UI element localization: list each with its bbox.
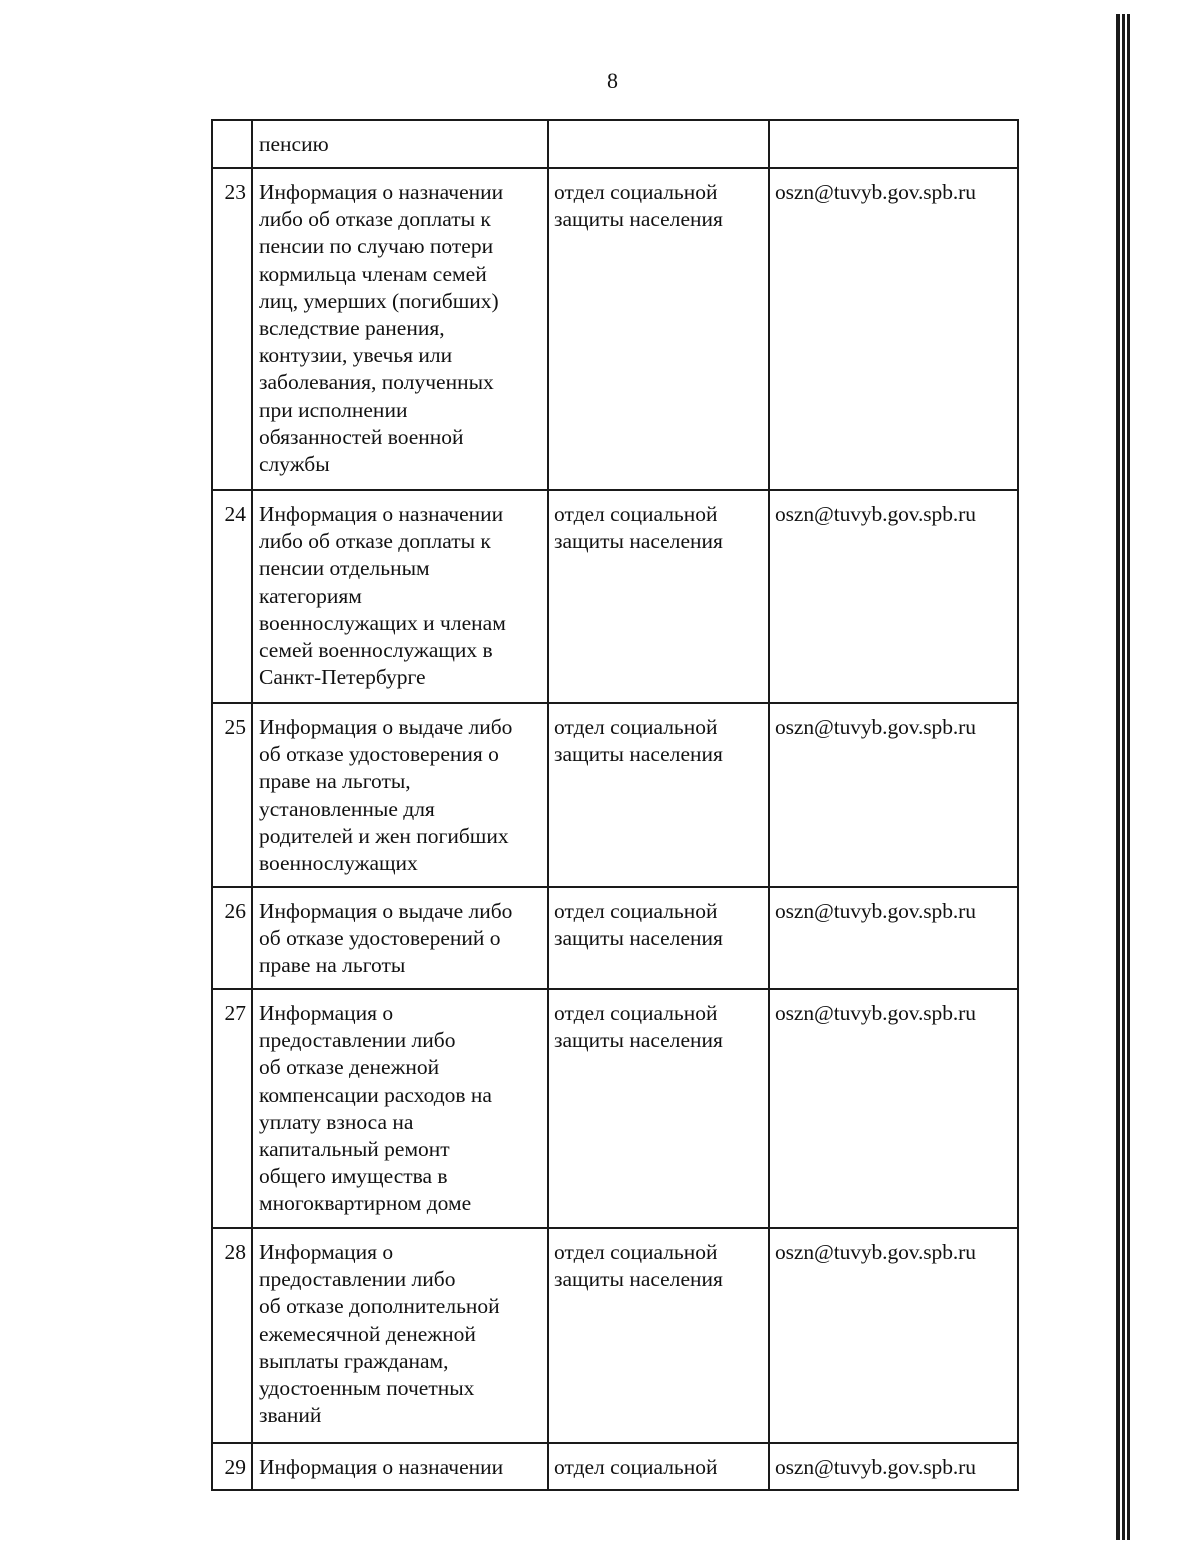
table-row [212, 1228, 1018, 1443]
description-line: военнослужащих и членам [259, 610, 506, 635]
scan-edge-bar [1122, 14, 1125, 1540]
service-description [252, 1443, 548, 1490]
description-line: Информация о выдаче либо [259, 715, 513, 739]
contact-email: oszn@tuvyb.gov.spb.ru [769, 703, 1018, 887]
description-line: Санкт-Петербурге [259, 665, 426, 690]
service-description [252, 1228, 548, 1443]
description-line: общего имущества в [259, 1164, 448, 1189]
description-line: либо об отказе доплаты к [259, 207, 491, 232]
description-line: Информация о назначении [259, 502, 504, 526]
description-line: выплаты гражданам, [259, 1348, 449, 1373]
description-line: контузии, увечья или [259, 343, 453, 368]
description-line: пенсию [259, 132, 329, 156]
service-description [252, 703, 548, 887]
service-description [252, 989, 548, 1228]
contact-email: oszn@tuvyb.gov.spb.ru [769, 989, 1018, 1228]
description-line: при исполнении [259, 397, 408, 422]
description-line: службы [259, 452, 330, 477]
responsible-department [548, 120, 769, 168]
row-number: 26 [212, 887, 252, 989]
description-line: ежемесячной денежной [259, 1321, 476, 1346]
description-line: праве на льготы, [259, 769, 411, 794]
row-number: 25 [212, 703, 252, 887]
responsible-department [548, 490, 769, 703]
description-line: Информация о назначении [259, 180, 504, 204]
description-line: вследствие ранения, [259, 316, 445, 341]
row-number: 24 [212, 490, 252, 703]
scan-edge-bar [1127, 14, 1130, 1540]
page-number: 8 [607, 68, 618, 93]
responsible-department [548, 887, 769, 989]
responsible-department [548, 989, 769, 1228]
row-number: 23 [212, 168, 252, 490]
description-line: праве на льготы [259, 953, 406, 978]
department-line: отдел социальной [554, 899, 718, 923]
service-description [252, 120, 548, 168]
department-line: отдел социальной [554, 180, 718, 204]
department-line: защиты населения [554, 529, 723, 554]
department-line: защиты населения [554, 926, 723, 951]
description-line: родителей и жен погибших [259, 823, 509, 848]
contact-email: oszn@tuvyb.gov.spb.ru [769, 887, 1018, 989]
table-row [212, 490, 1018, 703]
contact-email: oszn@tuvyb.gov.spb.ru [769, 1228, 1018, 1443]
service-description [252, 490, 548, 703]
row-number: 29 [212, 1443, 252, 1490]
description-line: удостоенным почетных [259, 1376, 475, 1401]
description-line: пенсии по случаю потери [259, 234, 494, 259]
row-number: 27 [212, 989, 252, 1228]
description-line: либо об отказе доплаты к [259, 529, 491, 554]
department-line: защиты населения [554, 742, 723, 767]
contact-email: oszn@tuvyb.gov.spb.ru [769, 1443, 1018, 1490]
description-line: лиц, умерших (погибших) [259, 288, 499, 313]
description-line: уплату взноса на [259, 1109, 414, 1134]
scan-edge-bar [1116, 14, 1120, 1540]
description-line: об отказе дополнительной [259, 1294, 500, 1319]
department-line: защиты населения [554, 1267, 723, 1292]
row-number: 28 [212, 1228, 252, 1443]
table-row [212, 989, 1018, 1228]
table-row [212, 1443, 1018, 1490]
description-line: заболевания, полученных [259, 370, 494, 395]
table-row [212, 887, 1018, 989]
description-line: многоквартирном доме [259, 1191, 472, 1216]
department-line: отдел социальной [554, 1240, 718, 1264]
description-line: Информация о [259, 1240, 394, 1264]
table-row [212, 120, 1018, 168]
table-row [212, 168, 1018, 490]
description-line: семей военнослужащих в [259, 638, 493, 663]
department-line: отдел социальной [554, 715, 718, 739]
description-line: Информация о назначении [259, 1455, 504, 1479]
description-line: об отказе удостоверений о [259, 926, 501, 951]
description-line: военнослужащих [259, 851, 418, 876]
table-body [212, 120, 1018, 1490]
description-line: предоставлении либо [259, 1267, 456, 1292]
contact-email: oszn@tuvyb.gov.spb.ru [769, 490, 1018, 703]
services-table [211, 119, 1019, 1491]
department-line: отдел социальной [554, 1001, 718, 1025]
service-description [252, 887, 548, 989]
description-line: об отказе денежной [259, 1055, 440, 1080]
description-line: категориям [259, 583, 362, 608]
contact-email: oszn@tuvyb.gov.spb.ru [769, 168, 1018, 490]
description-line: званий [259, 1403, 322, 1428]
table-row [212, 703, 1018, 887]
row-number [212, 120, 252, 168]
department-line: отдел социальной [554, 1455, 718, 1479]
responsible-department [548, 703, 769, 887]
description-line: пенсии отдельным [259, 556, 430, 581]
description-line: кормильца членам семей [259, 261, 487, 286]
responsible-department [548, 1228, 769, 1443]
description-line: Информация о [259, 1001, 394, 1025]
description-line: компенсации расходов на [259, 1082, 492, 1107]
description-line: обязанностей военной [259, 424, 464, 449]
description-line: Информация о выдаче либо [259, 899, 513, 923]
description-line: об отказе удостоверения о [259, 742, 499, 767]
description-line: капитальный ремонт [259, 1137, 450, 1162]
description-line: предоставлении либо [259, 1028, 456, 1053]
contact-email [769, 120, 1018, 168]
department-line: защиты населения [554, 1028, 723, 1053]
responsible-department [548, 1443, 769, 1490]
department-line: защиты населения [554, 207, 723, 232]
department-line: отдел социальной [554, 502, 718, 526]
description-line: установленные для [259, 796, 435, 821]
service-description [252, 168, 548, 490]
responsible-department [548, 168, 769, 490]
